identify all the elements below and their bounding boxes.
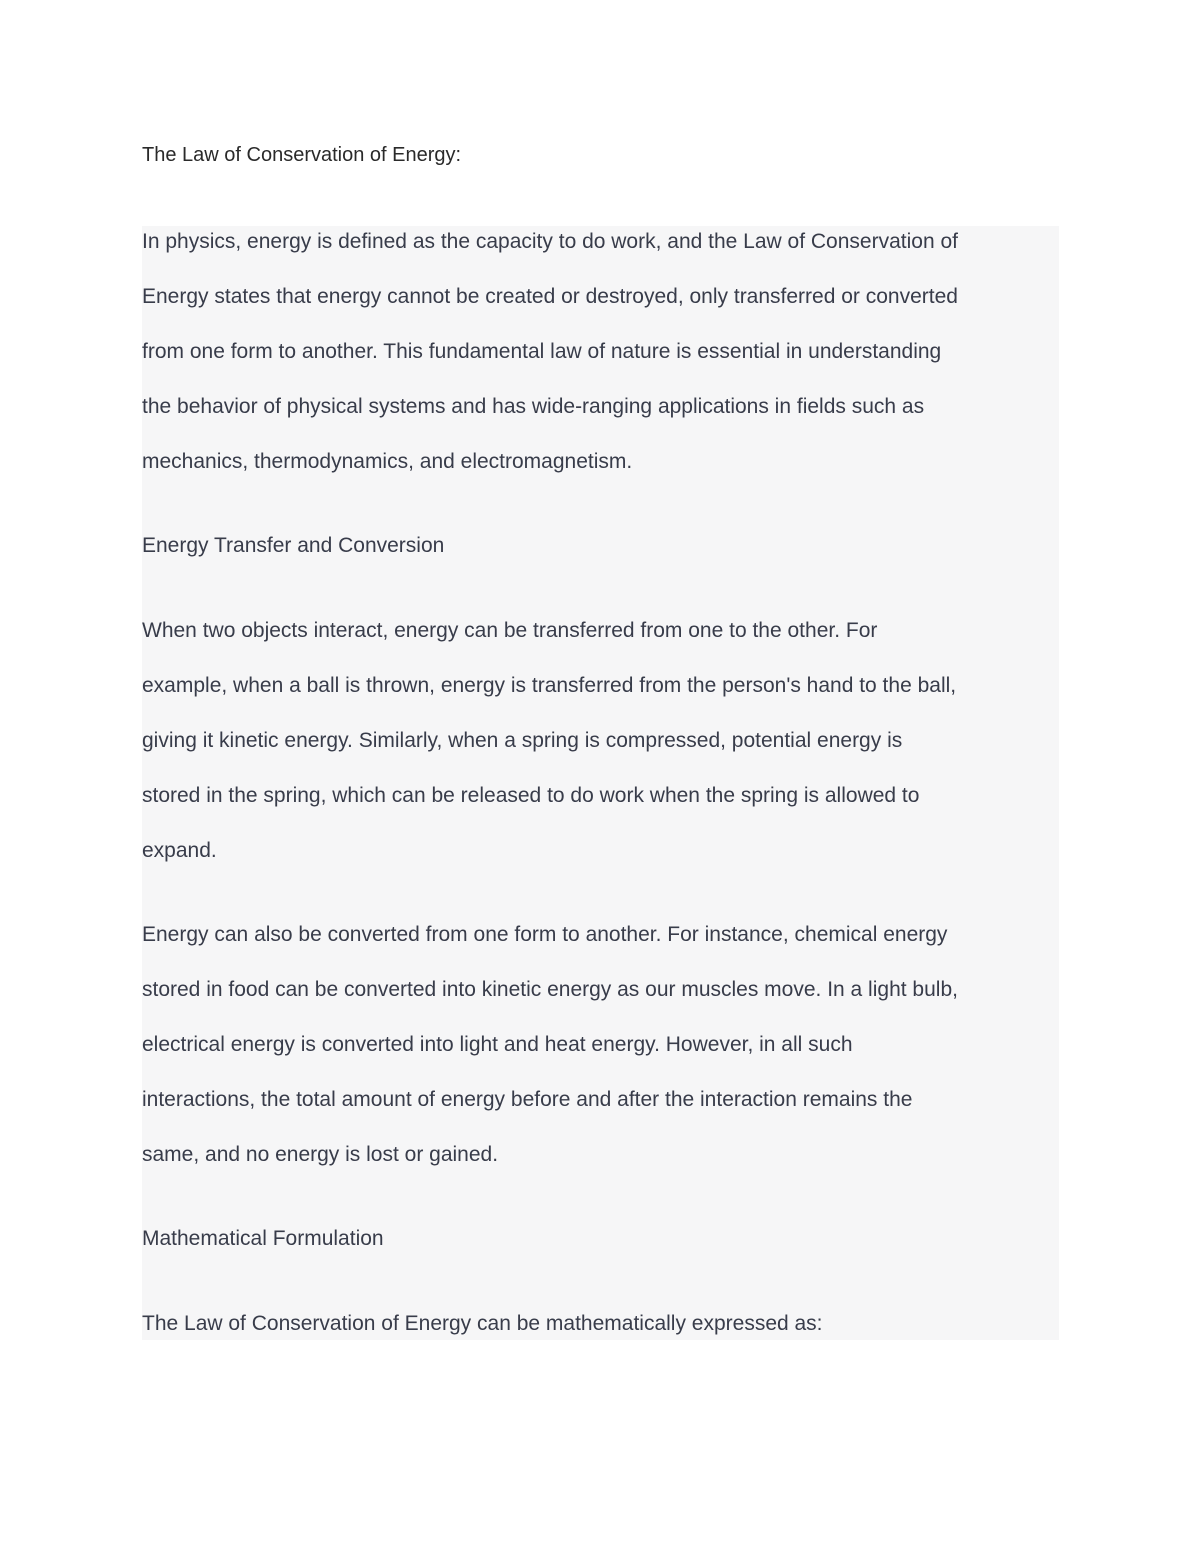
paragraph-line: stored in food can be converted into kinetic energy as our muscles move. In a light bulb, (142, 978, 958, 1001)
paragraph-line: giving it kinetic energy. Similarly, when a spring is compressed, potential energy is (142, 729, 903, 752)
paragraph-line: stored in the spring, which can be released to do work when the spring is allowed to (142, 784, 920, 807)
paragraph-line: same, and no energy is lost or gained. (142, 1143, 499, 1166)
paragraph-line: example, when a ball is thrown, energy is transferred from the person's hand to the ball, (142, 674, 957, 697)
paragraph-line: In physics, energy is defined as the capacity to do work, and the Law of Conservation of (142, 230, 958, 253)
section-heading: Energy Transfer and Conversion (142, 534, 445, 557)
paragraph-line: Energy can also be converted from one form to another. For instance, chemical energy (142, 923, 948, 946)
paragraph-line: the behavior of physical systems and has wide-ranging applications in fields such as (142, 395, 925, 418)
paragraph-line: The Law of Conservation of Energy can be mathematically expressed as: (142, 1312, 823, 1335)
paragraph-line: from one form to another. This fundamental law of nature is essential in understanding (142, 340, 942, 363)
content-block (142, 226, 1059, 1340)
paragraph-line: expand. (142, 839, 217, 862)
document-title: The Law of Conservation of Energy: (142, 144, 462, 166)
section-heading: Mathematical Formulation (142, 1227, 384, 1250)
paragraph-line: Energy states that energy cannot be created or destroyed, only transferred or converted (142, 285, 958, 308)
paragraph-line: When two objects interact, energy can be transferred from one to the other. For (142, 619, 878, 642)
paragraph-line: electrical energy is converted into light and heat energy. However, in all such (142, 1033, 853, 1056)
paragraph-line: mechanics, thermodynamics, and electromagnetism. (142, 450, 633, 473)
paragraph-line: interactions, the total amount of energy before and after the interaction remains the (142, 1088, 913, 1111)
